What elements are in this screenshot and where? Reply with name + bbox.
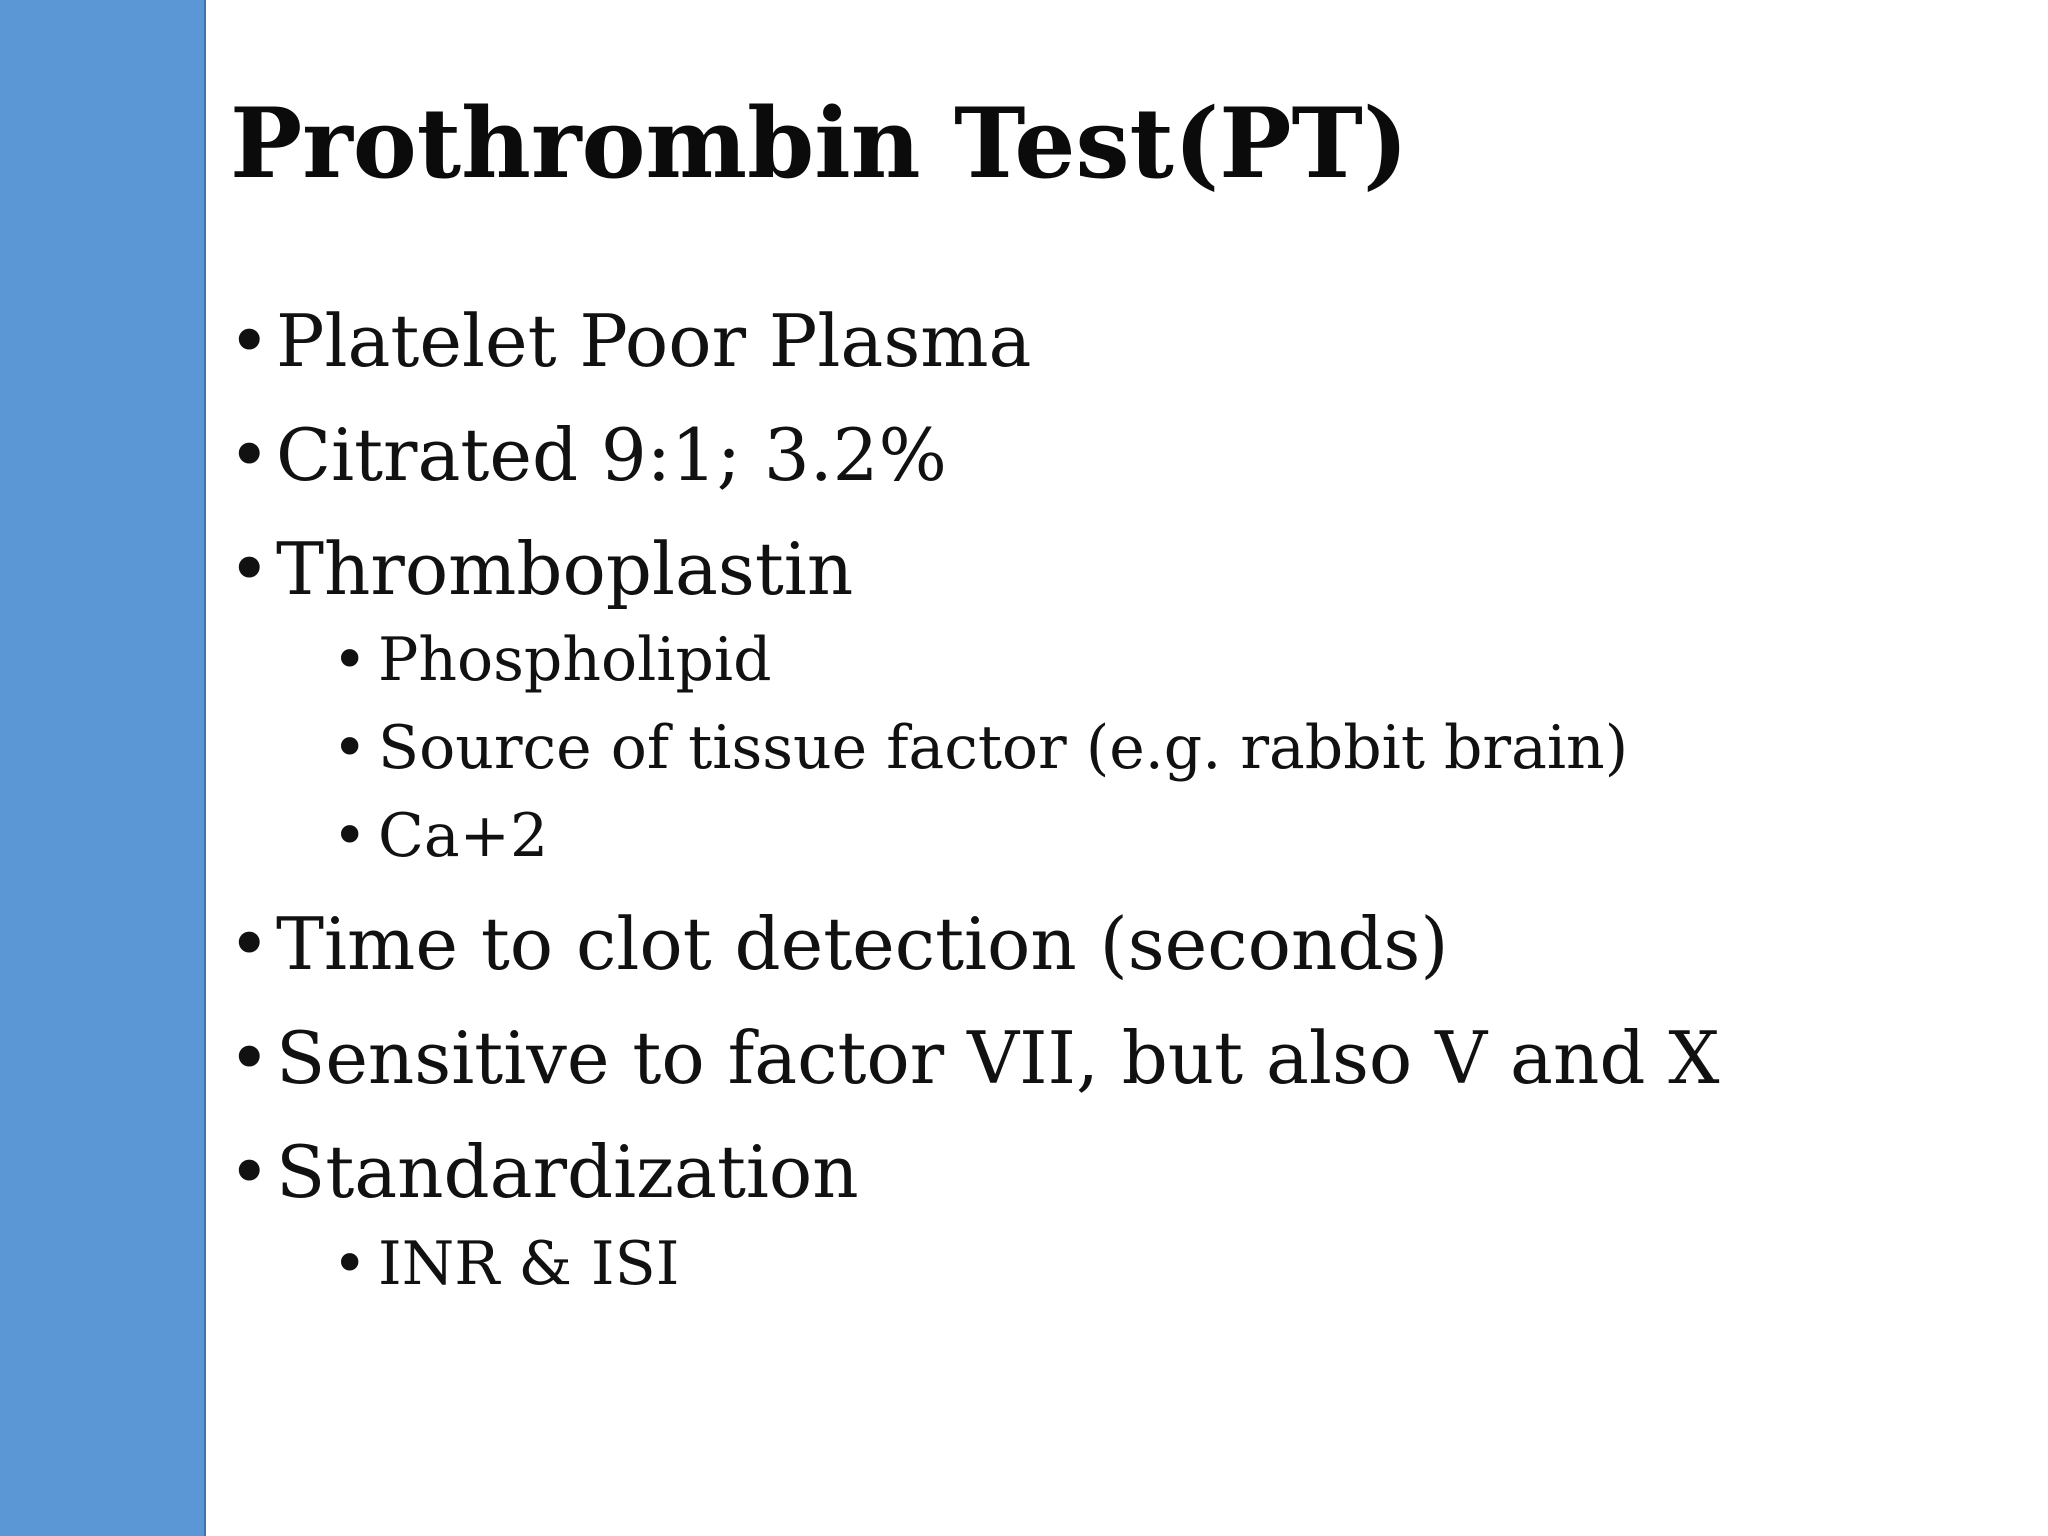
- bullet-item-thromboplastin: [228, 528, 2018, 873]
- sub-bullet-text: Source of tissue factor (e.g. rabbit brain): [378, 713, 1629, 784]
- bullet-icon: •: [228, 526, 271, 611]
- sub-bullet-text: Ca+2: [378, 801, 549, 872]
- sub-bullet-item-inr-isi: [228, 1228, 2018, 1300]
- bullet-icon: •: [228, 299, 271, 383]
- bullet-item-time-to-clot: [228, 903, 2018, 986]
- bullet-text: Standardization: [276, 1129, 859, 1214]
- accent-sidebar: [0, 0, 206, 1536]
- bullet-text: Thromboplastin: [276, 526, 854, 611]
- bullet-item-sensitive-factors: [228, 1017, 2018, 1100]
- sub-bullet-item-phospholipid: [228, 624, 2018, 696]
- bullet-list: [228, 300, 2018, 1300]
- bullet-item-citrated: [228, 414, 2018, 497]
- bullet-icon: •: [332, 713, 368, 784]
- bullet-icon: •: [332, 1228, 368, 1299]
- bullet-text: Sensitive to factor VII, but also V and X: [276, 1016, 1720, 1101]
- sub-bullet-list: [276, 624, 2018, 872]
- bullet-text: Platelet Poor Plasma: [276, 299, 1032, 383]
- bullet-item-platelet-poor-plasma: [228, 300, 2018, 383]
- bullet-icon: •: [228, 1016, 271, 1101]
- sub-bullet-item-calcium: [228, 800, 2018, 872]
- bullet-icon: •: [332, 801, 368, 872]
- bullet-text: Time to clot detection (seconds): [276, 902, 1449, 987]
- sub-bullet-item-tissue-factor: [228, 712, 2018, 784]
- sub-bullet-text: Phospholipid: [378, 625, 772, 696]
- bullet-icon: •: [228, 902, 271, 987]
- bullet-icon: •: [332, 625, 368, 696]
- bullet-icon: •: [228, 412, 271, 497]
- sub-bullet-list: [276, 1228, 2018, 1300]
- bullet-icon: •: [228, 1129, 271, 1214]
- slide-content: [228, 300, 2018, 1331]
- bullet-item-standardization: [228, 1131, 2018, 1300]
- bullet-text: Citrated 9:1; 3.2%: [276, 412, 947, 497]
- sub-bullet-text: INR & ISI: [378, 1228, 680, 1299]
- slide-title: Prothrombin Test(PT): [230, 87, 1409, 200]
